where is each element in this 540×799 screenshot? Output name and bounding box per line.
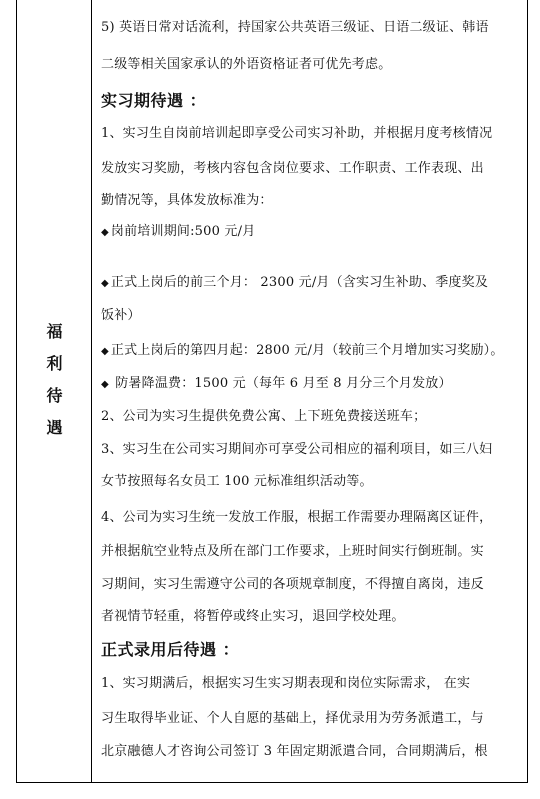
- bullet-line: [101, 339, 504, 358]
- bullet-icon: ◆: [101, 227, 109, 238]
- bullet-icon: ◆: [101, 278, 109, 289]
- text-line: 发放实习奖励，考核内容包含岗位要求、工作职责、工作表现、出: [101, 161, 484, 176]
- bullet-text: 防暑降温费：1500 元（每年 6 月至 8 月分三个月发放）: [110, 376, 452, 391]
- text-line: 1、实习生自岗前培训起即享受公司实习补助，并根据月度考核情况: [101, 126, 493, 141]
- bullet-line: [101, 372, 452, 391]
- text-line: 4、公司为实习生统一发放工作服，根据工作需要办理隔离区证件，: [101, 510, 493, 525]
- text-line: 习生取得毕业证、个人自愿的基础上，择优录用为劳务派遣工，与: [101, 711, 484, 726]
- text-line: 习期间，实习生需遵守公司的各项规章制度，不得擅自离岗，违反: [101, 577, 484, 592]
- row-label-char: 待: [46, 386, 63, 405]
- text-line: 2、公司为实习生提供免费公寓、上下班免费接送班车；: [101, 409, 427, 424]
- row-label: [17, 316, 92, 444]
- bullet-icon: ◆: [101, 346, 109, 357]
- text-line: 北京融德人才咨询公司签订 3 年固定期派遣合同，合同期满后，根: [101, 744, 488, 759]
- text-line: 5) 英语日常对话流利，持国家公共英语三级证、日语二级证、韩语: [101, 20, 489, 35]
- benefits-table: [16, 0, 528, 783]
- bullet-line: [101, 220, 255, 239]
- row-label-char: 福: [46, 322, 63, 341]
- bullet-text: 正式上岗后的第四月起：2800 元/月（较前三个月增加实习奖励）。: [110, 343, 504, 358]
- bullet-text: 正式上岗后的前三个月： 2300 元/月（含实习生补助、季度奖及: [110, 275, 489, 290]
- text-line: 者视情节轻重，将暂停或终止实习，退回学校处理。: [101, 609, 405, 624]
- text-line: 并根据航空业特点及所在部门工作要求，上班时间实行倒班制。实: [101, 544, 484, 559]
- section-heading-formal: 正式录用后待遇 ：: [101, 640, 240, 659]
- text-line: 1、实习期满后，根据实习生实习期表现和岗位实际需求， 在实: [101, 676, 471, 691]
- row-label-char: 遇: [46, 418, 63, 437]
- bullet-text: 岗前培训期间:500 元/月: [110, 224, 256, 239]
- text-line: 勤情况等，具体发放标准为：: [101, 193, 273, 208]
- text-line: 二级等相关国家承认的外语资格证者可优先考虑。: [101, 57, 392, 72]
- text-line: 女节按照每名女员工 100 元标准组织活动等。: [101, 474, 373, 489]
- text-line: 3、实习生在公司实习期间亦可享受公司相应的福利项目，如三八妇: [101, 442, 493, 457]
- row-label-char: 利: [46, 354, 63, 373]
- bullet-icon: ◆: [101, 379, 109, 390]
- bullet-line: [101, 271, 488, 290]
- text-line: 饭补）: [101, 308, 141, 323]
- content-cell: [93, 0, 523, 782]
- section-heading-internship: 实习期待遇 ：: [101, 91, 207, 110]
- row-label-cell: [17, 0, 92, 782]
